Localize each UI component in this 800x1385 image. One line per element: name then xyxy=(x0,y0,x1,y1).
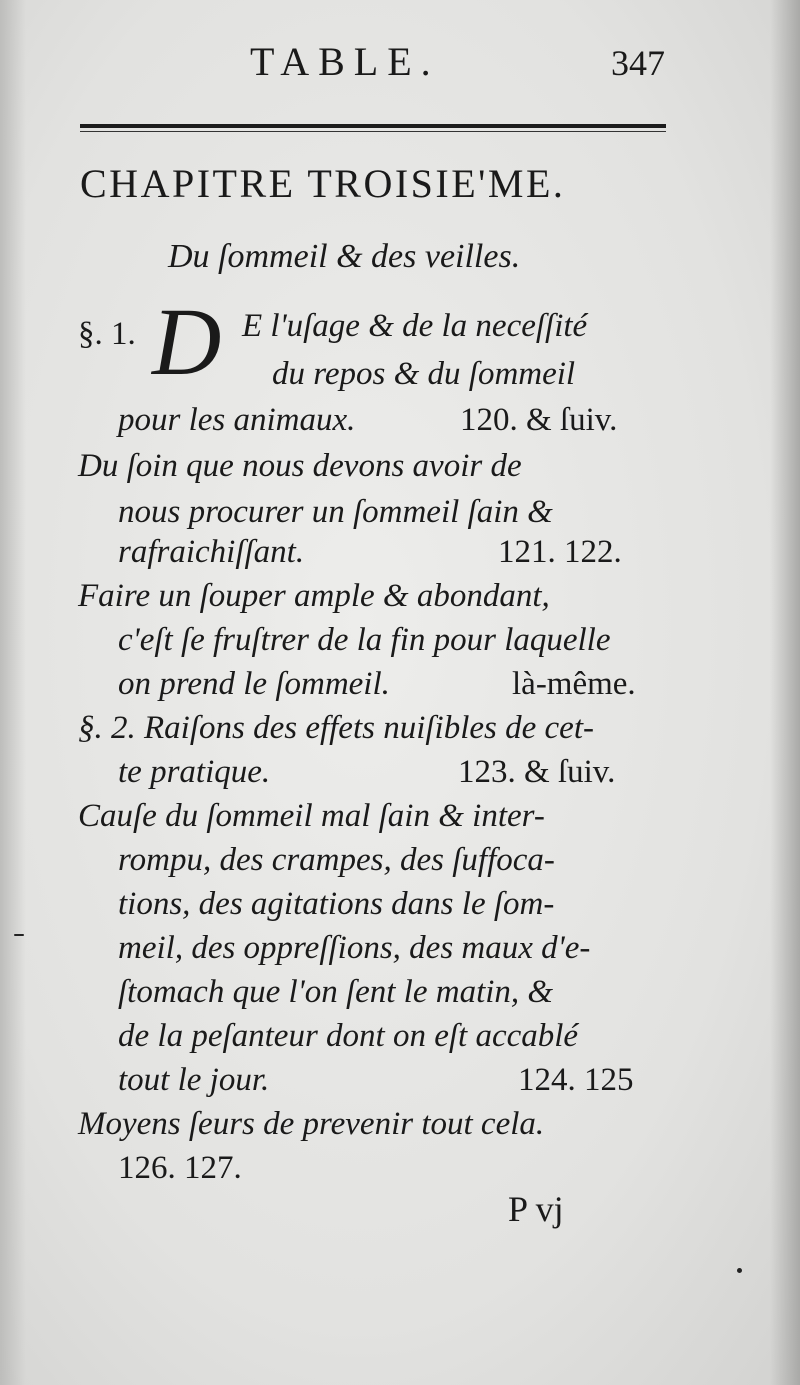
paper-speck xyxy=(14,934,24,936)
paper-speck xyxy=(737,1268,742,1273)
entry-line: te pratique. xyxy=(118,754,271,790)
entry-line: meil, des oppreſſions, des maux d'e- xyxy=(118,930,591,966)
page-edge-shadow xyxy=(770,0,800,1385)
entry-line: E l'uſage & de la neceſſité xyxy=(242,308,588,344)
running-header: TABLE. xyxy=(250,39,440,84)
page-number: 347 xyxy=(611,43,665,83)
entry-line: tions, des agitations dans le ſom- xyxy=(118,886,555,922)
header-rule-thin xyxy=(80,131,666,132)
page-reference: 121. 122. xyxy=(498,534,622,570)
section-1-mark: §. 1. xyxy=(78,316,136,352)
drop-cap: D xyxy=(152,288,222,395)
entry-line: ſtomach que l'on ſent le matin, & xyxy=(118,974,554,1010)
entry-line: nous procurer un ſommeil ſain & xyxy=(118,494,553,530)
entry-line: du repos & du ſommeil xyxy=(272,356,576,392)
signature-mark: P vj xyxy=(508,1189,564,1229)
entry-line: Moyens ſeurs de prevenir tout cela. xyxy=(78,1106,545,1142)
entry-line: Cauſe du ſommeil mal ſain & inter- xyxy=(78,798,545,834)
page-reference: 126. 127. xyxy=(118,1150,242,1186)
entry-line: c'eſt ſe fruſtrer de la fin pour laquelle xyxy=(118,622,611,658)
page-reference: 124. 125 xyxy=(518,1062,634,1098)
entry-line: on prend le ſommeil. xyxy=(118,666,390,702)
chapter-title: CHAPITRE TROISIE'ME. xyxy=(80,161,566,206)
chapter-subtitle: Du ſommeil & des veilles. xyxy=(168,238,521,275)
entry-line: de la peſanteur dont on eſt accablé xyxy=(118,1018,579,1054)
entry-line: Du ſoin que nous devons avoir de xyxy=(78,448,522,484)
entry-line: pour les animaux. xyxy=(118,402,356,438)
page-reference: 123. & ſuiv. xyxy=(458,754,616,790)
header-rule xyxy=(80,124,666,128)
section-2-line: §. 2. Raiſons des effets nuiſibles de cet- xyxy=(78,710,594,746)
entry-line: Faire un ſouper ample & abondant, xyxy=(78,578,550,614)
page-gutter-shadow xyxy=(0,0,26,1385)
entry-line: tout le jour. xyxy=(118,1062,270,1098)
entry-line: rafraichiſſant. xyxy=(118,534,305,570)
page-reference: là-même. xyxy=(512,666,636,702)
entry-line: rompu, des crampes, des ſuffoca- xyxy=(118,842,555,878)
page-reference: 120. & ſuiv. xyxy=(460,402,618,438)
